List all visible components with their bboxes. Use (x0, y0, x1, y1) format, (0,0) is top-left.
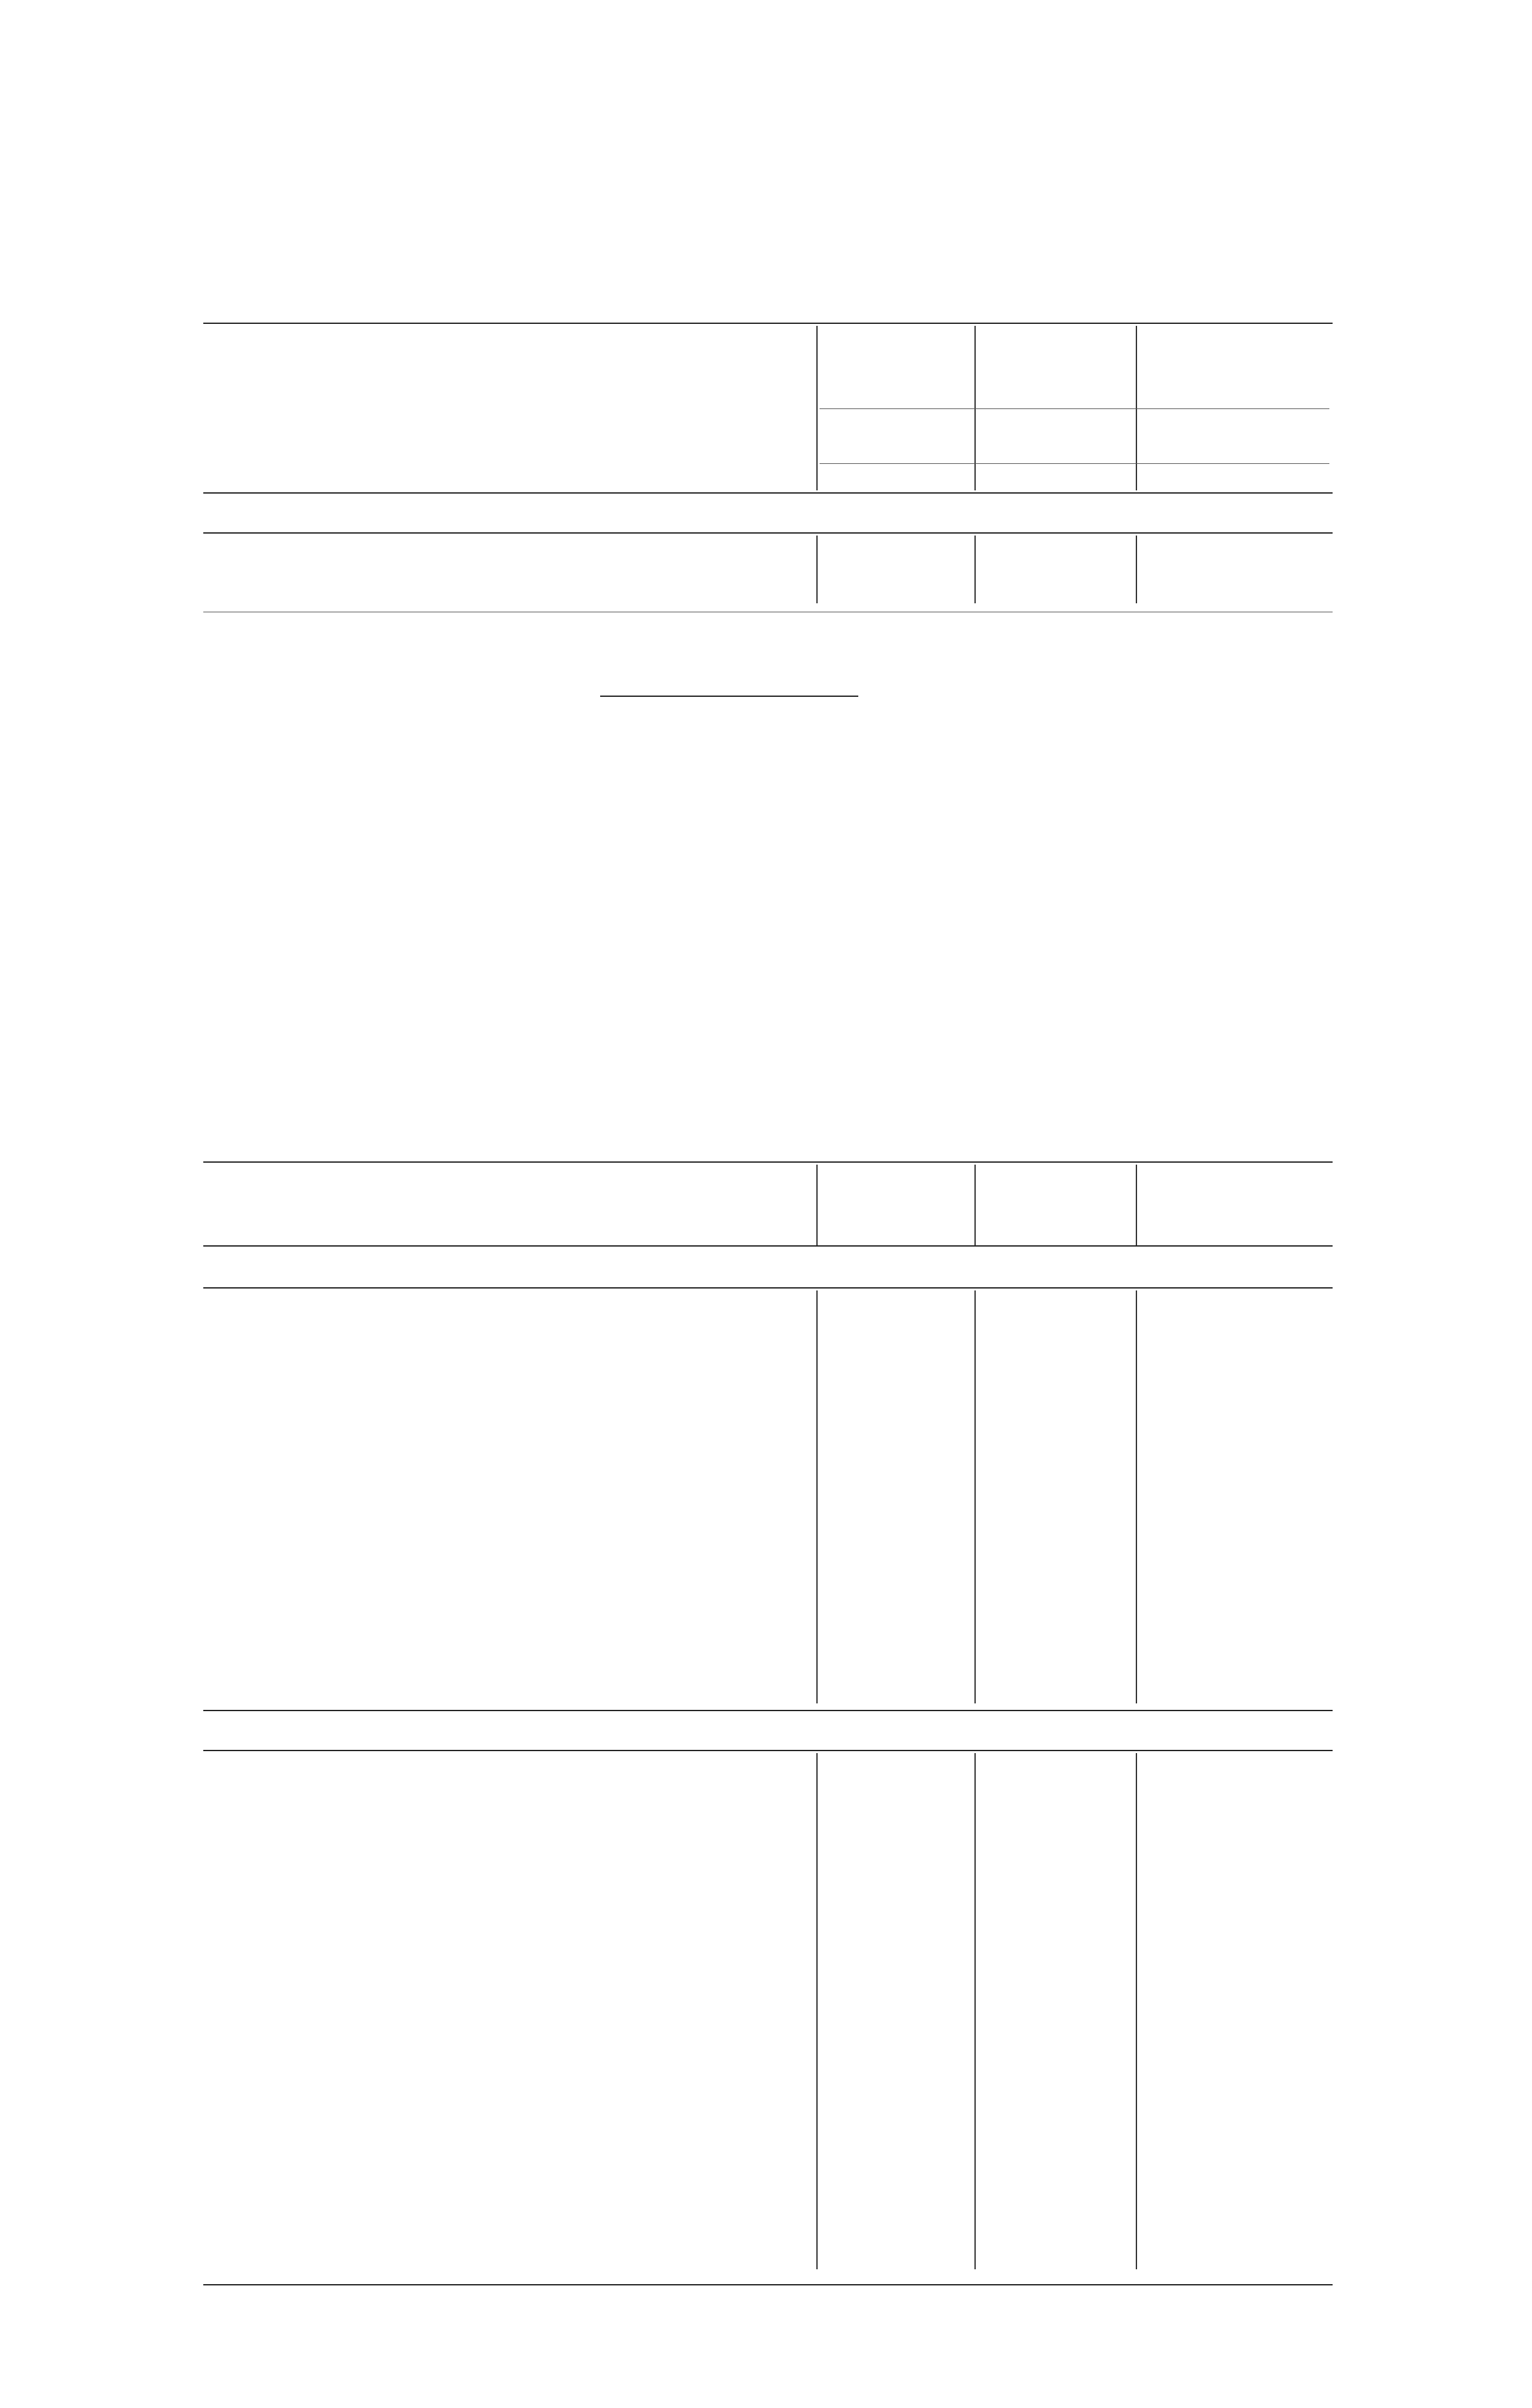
column-rule (974, 1753, 976, 2269)
table-rule (203, 1750, 1333, 1751)
sum-rule (820, 408, 1329, 409)
table-rule (203, 492, 1333, 494)
table-rule (203, 1710, 1333, 1711)
table-rule (203, 2284, 1333, 2285)
column-rule (1136, 536, 1137, 603)
sum-rule (820, 463, 1329, 464)
section-divider (600, 696, 858, 697)
column-rule (816, 1290, 818, 1703)
column-rule (1136, 1165, 1137, 1245)
column-rule (974, 1165, 976, 1245)
table-rule (203, 1245, 1333, 1247)
column-rule (974, 536, 976, 603)
table-rule (203, 323, 1333, 324)
table-rule (203, 1161, 1333, 1163)
table-rule (203, 532, 1333, 534)
column-rule (816, 326, 818, 490)
column-rule (1136, 1753, 1137, 2269)
column-rule (816, 1753, 818, 2269)
column-rule (816, 1165, 818, 1245)
column-rule (816, 536, 818, 603)
column-rule (1136, 1290, 1137, 1703)
column-rule (974, 1290, 976, 1703)
table-rule (203, 1287, 1333, 1289)
